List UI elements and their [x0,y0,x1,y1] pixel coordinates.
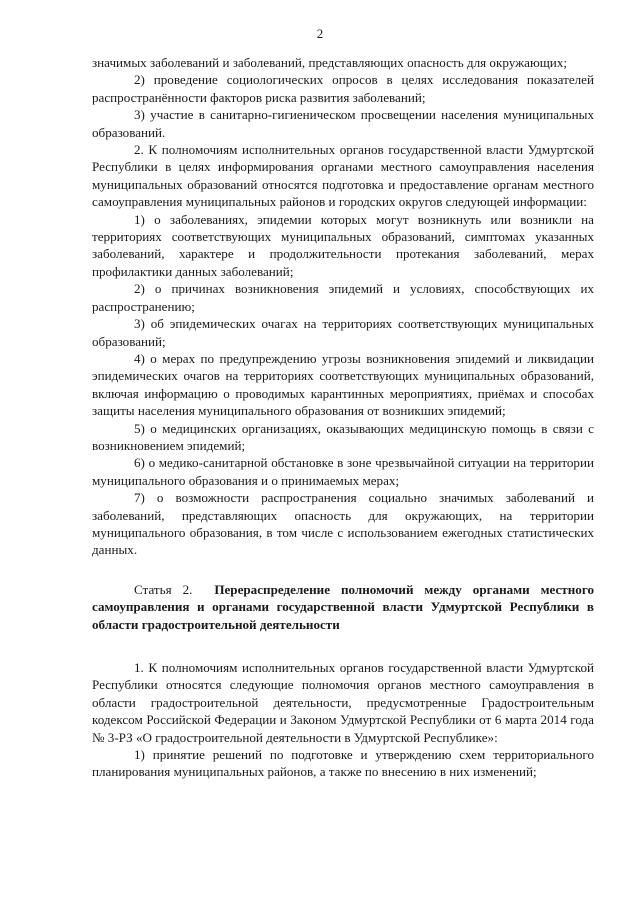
article-prefix: Статья 2. [134,581,193,597]
paragraph-item-2-surveys: 2) проведение социологических опросов в целях исследования показателей распространённости факторов риска развития заболеваний; [92,72,594,105]
paragraph-info-2-causes: 2) о причинах возникновения эпидемий и условиях, способствующих их распространению; [92,281,594,314]
paragraph-info-3-foci: 3) об эпидемических очагах на территориях соответствующих муниципальных образований; [92,316,594,349]
paragraph-part-2-intro: 2. К полномочиям исполнительных органов государственной власти Удмуртской Республики в целях информирования органами местного самоуправления населения муниципальных образований относятся подготовка и предоставление органам местного самоуправления муниципальных районов и городских округов следующей информации: [92,142,594,210]
paragraph-info-1-diseases: 1) о заболеваниях, эпидемии которых могут возникнуть или возникли на территориях соответствующих муниципальных образований, симптомах указанных заболеваний, характере и продолжительности протекания заболеваний, мерах профилактики данных заболеваний; [92,211,594,279]
paragraph-item-3-education: 3) участие в санитарно-гигиеническом просвещении населения муниципальных образований. [92,107,594,140]
paragraph-info-4-measures: 4) о мерах по предупреждению угрозы возникновения эпидемий и ликвидации эпидемических очагов на территориях соответствующих муниципальных образований, включая информацию о проводимых карантинных мероприятиях, приёмах и способах защиты населения муниципального образования от возникших эпидемий; [92,350,594,419]
paragraph-info-7-spread: 7) о возможности распространения социально значимых заболеваний и заболеваний, представляющих опасность для окружающих, на территории муниципального образования, в том числе с использованием ежегодных статистических данных. [92,490,594,558]
paragraph-info-6-situation: 6) о медико-санитарной обстановке в зоне чрезвычайной ситуации на территории муниципального образования и о принимаемых мерах; [92,455,594,488]
page-number: 2 [316,26,324,41]
document-body [92,54,594,781]
article-heading [92,581,594,633]
paragraph-info-5-organizations: 5) о медицинских организациях, оказывающих медицинскую помощь в связи с возникновением эпидемий; [92,420,594,453]
article-title: Перераспределение полномочий между органами местного самоуправления и органами государственной власти Удмуртской Республики в области градостроительной деятельности [92,581,594,632]
paragraph-continuation: значимых заболеваний и заболеваний, представляющих опасность для окружающих; [92,55,567,70]
paragraph-article2-part-1: 1. К полномочиям исполнительных органов государственной власти Удмуртской Республики относятся следующие полномочия органов местного самоуправления в области градостроительной деятельности, предусмотренные Градостроительным кодексом Российской Федерации и Законом Удмуртской Республики от 6 марта 2014 года № 3-РЗ «О градостроительной деятельности в Удмуртской Республике»: [92,660,594,745]
paragraph-article2-item-1: 1) принятие решений по подготовке и утверждению схем территориального планирования муниципальных районов, а также по внесению в них изменений; [92,747,594,780]
